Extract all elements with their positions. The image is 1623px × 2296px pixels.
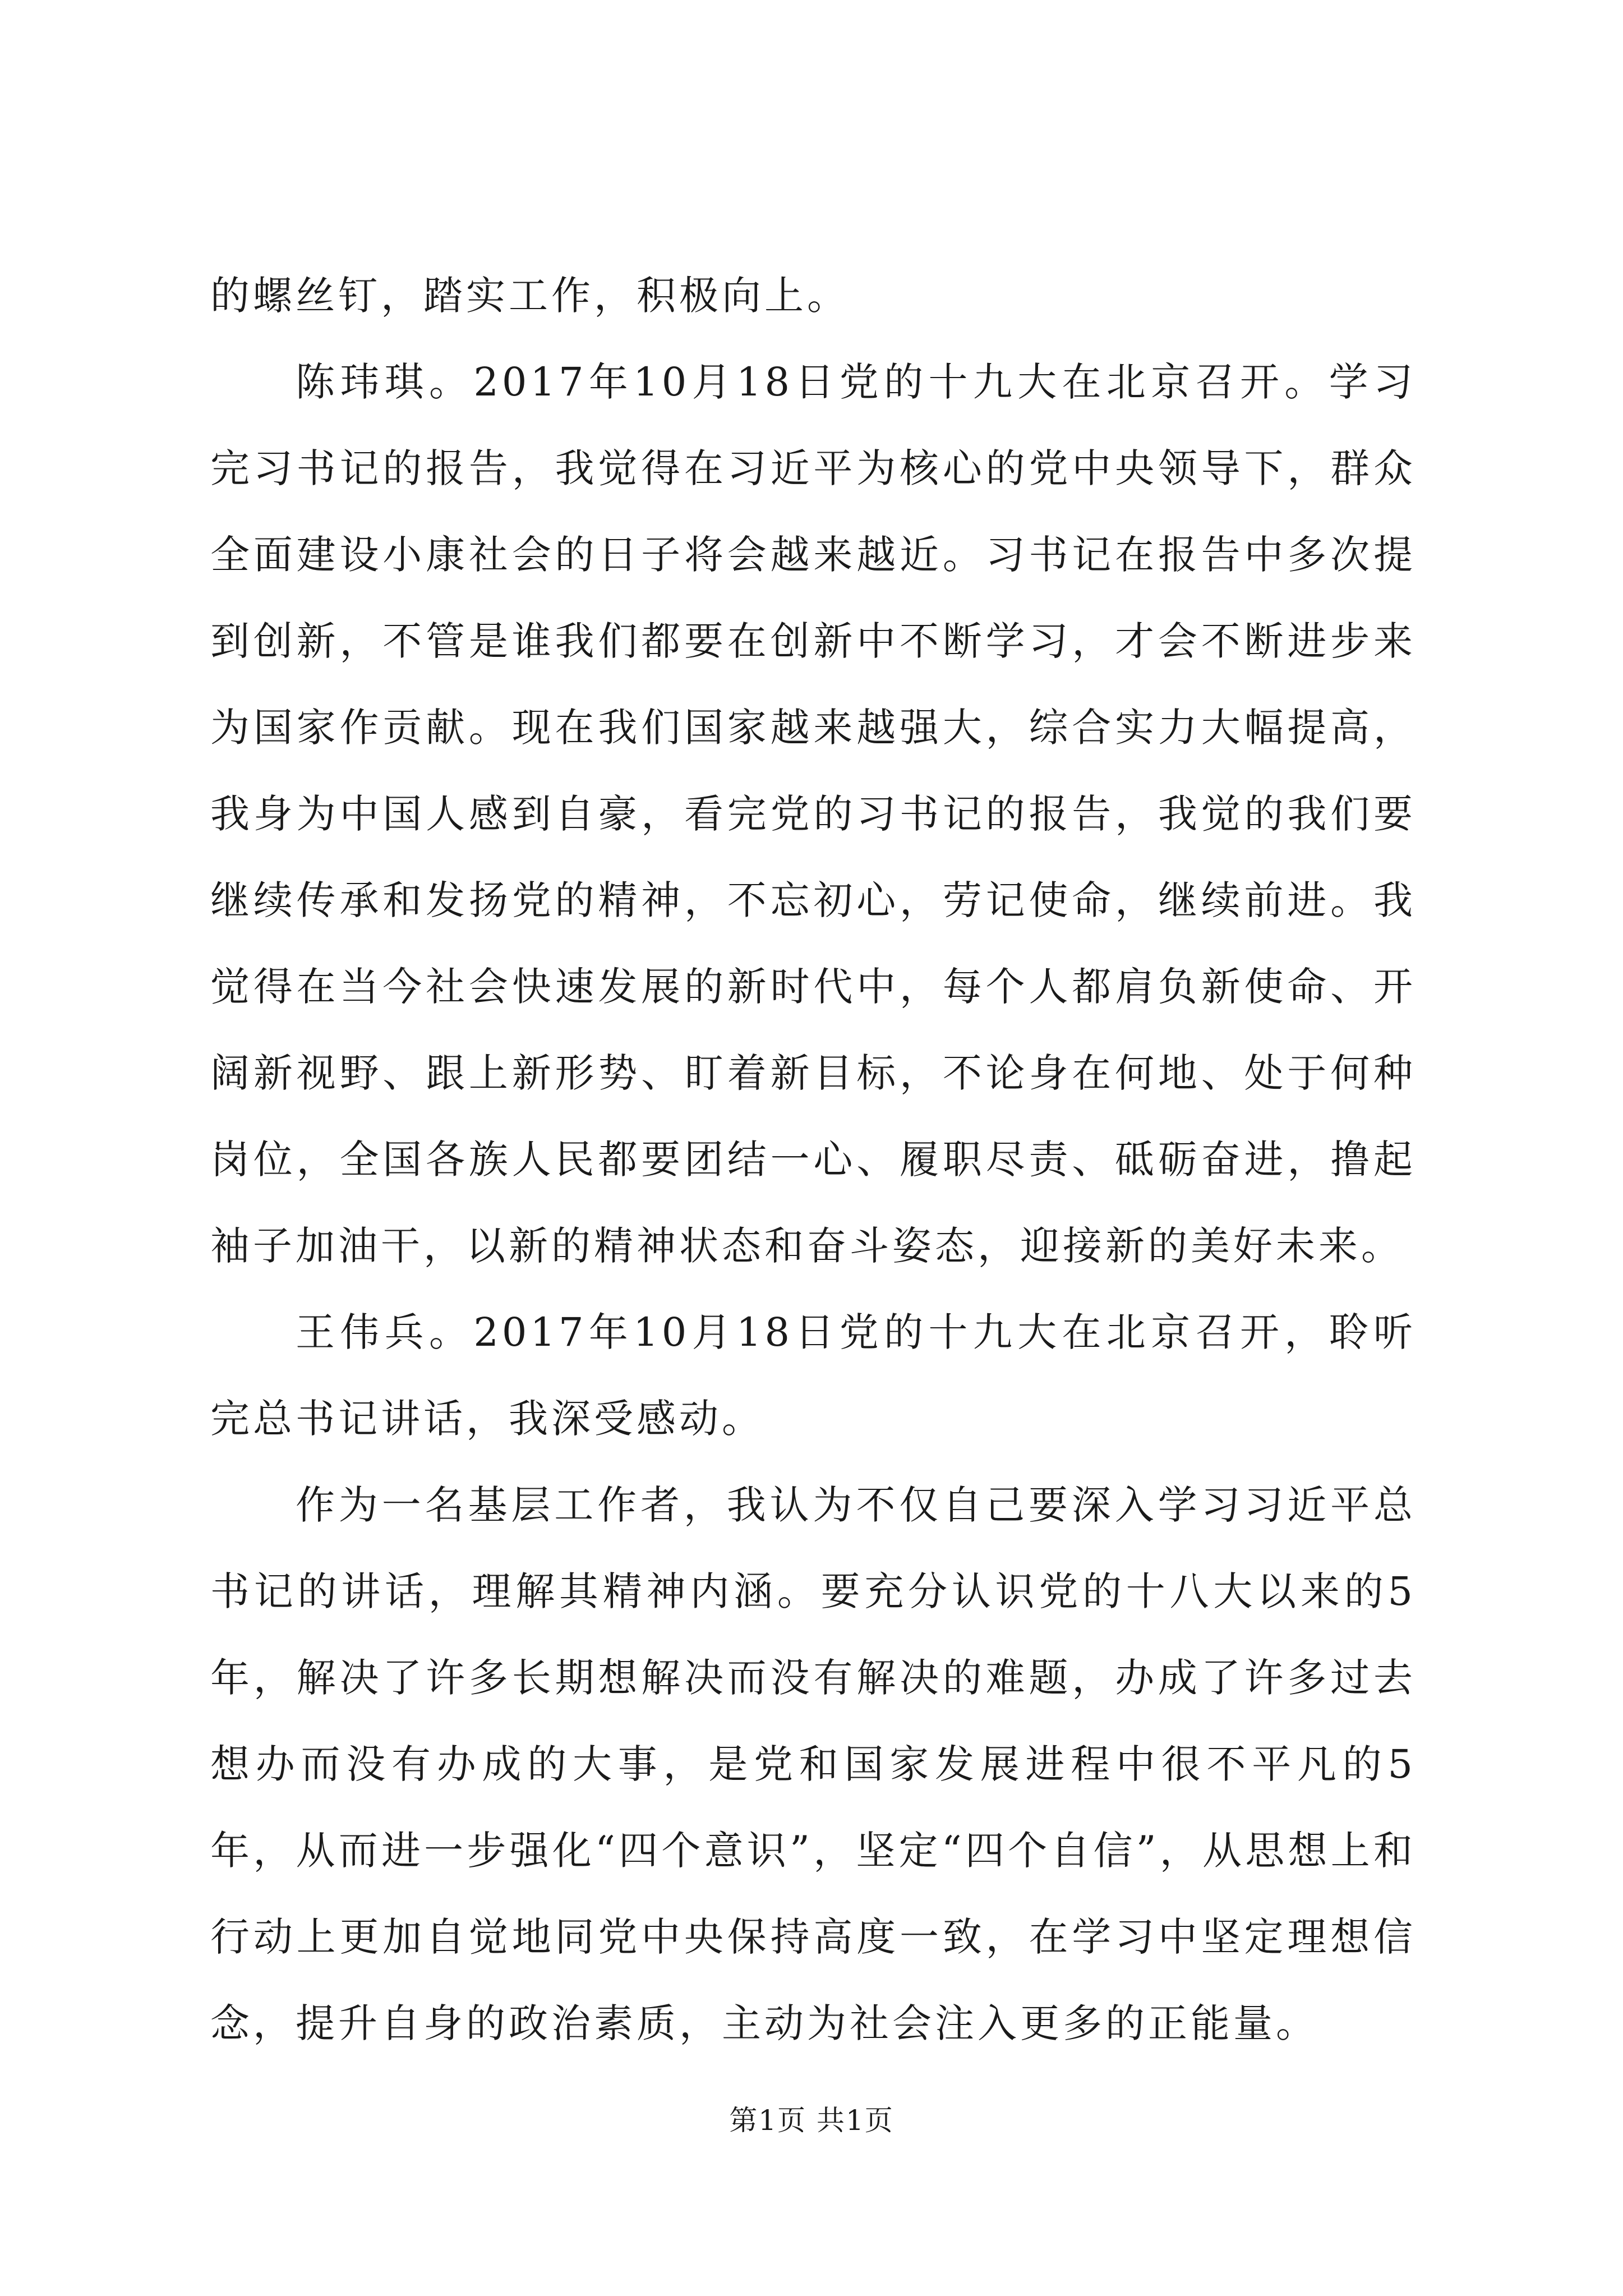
paragraph-grassroots-worker: 作为一名基层工作者，我认为不仅自己要深入学习习近平总书记的讲话，理解其精神内涵。要充分认识党的十八大以来的5年，解决了许多长期想解决而没有解决的难题，办成了许多过去想办而没有办成的大事，是党和国家发展进程中很不平凡的5年，从而进一步强化“四个意识”，坚定“四个自信”，从思想上和行动上更加自觉地同党中央保持高度一致，在学习中坚定理想信念，提升自身的政治素质，主动为社会注入更多的正能量。	[210, 1482, 1416, 2046]
paragraph-wang-weibing: 王伟兵。2017年10月18日党的十九大在北京召开，聆听完总书记讲话，我深受感动。	[210, 1309, 1416, 1442]
paragraph-continuation: 的螺丝钉，踏实工作，积极向上。	[210, 273, 850, 319]
paragraph-chen-weiqi: 陈玮琪。2017年10月18日党的十九大在北京召开。学习完习书记的报告，我觉得在习近平为核心的党中央领导下，群众全面建设小康社会的日子将会越来越近。习书记在报告中多次提到创新，不管是谁我们都要在创新中不断学习，才会不断进步来为国家作贡献。现在我们国家越来越强大，综合实力大幅提高，我身为中国人感到自豪，看完党的习书记的报告，我觉的我们要继续传承和发扬党的精神，不忘初心，劳记使命，继续前进。我觉得在当今社会快速发展的新时代中，每个人都肩负新使命、开阔新视野、跟上新形势、盯着新目标，不论身在何地、处于何种岗位，全国各族人民都要团结一心、履职尽责、砥砺奋进，撸起袖子加油干，以新的精神状态和奋斗姿态，迎接新的美好未来。	[210, 359, 1416, 1269]
page-number-label: 第1页 共1页	[729, 2104, 894, 2137]
page-footer	[0, 2101, 1623, 2140]
document-body	[210, 252, 1416, 2067]
